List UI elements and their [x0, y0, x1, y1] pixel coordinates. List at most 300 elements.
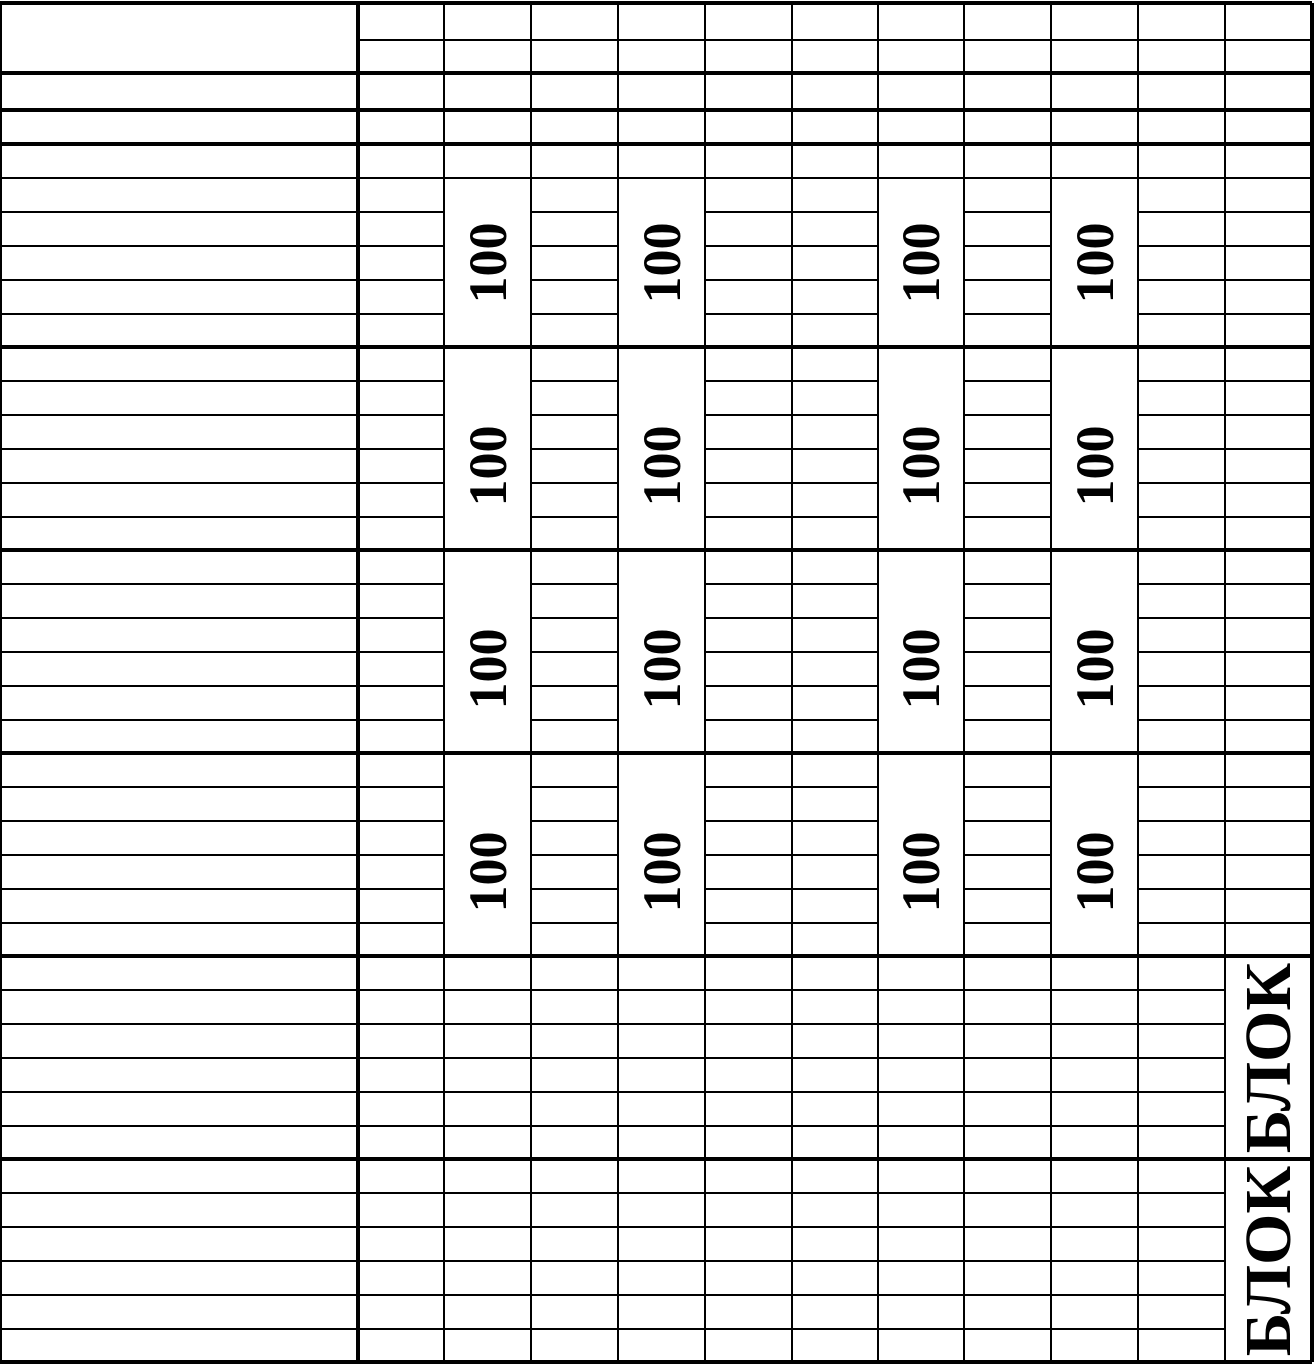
- hasya-value: [1138, 110, 1225, 144]
- value-cell: [964, 889, 1051, 923]
- row-divider: [0, 1023, 1225, 1025]
- column-name: [878, 3, 964, 40]
- column-divider: [1224, 3, 1226, 1362]
- value-cell: [358, 720, 444, 753]
- value-cell: [1225, 821, 1312, 855]
- value-cell: [705, 1227, 792, 1261]
- row-divider: [0, 1294, 1225, 1296]
- value-cell: [705, 787, 792, 821]
- value-cell: [878, 1193, 964, 1227]
- value-cell: [1138, 246, 1225, 280]
- column-number: [1051, 40, 1138, 73]
- value-cell: [1225, 787, 1312, 821]
- value-cell: [1138, 483, 1225, 517]
- value-cell: [531, 855, 618, 889]
- value-cell: [618, 1329, 705, 1362]
- column-name: [964, 3, 1051, 40]
- value-cell: [964, 652, 1051, 686]
- row-divider: [531, 922, 618, 924]
- hasya-value: [1225, 110, 1312, 144]
- row-divider: [964, 211, 1051, 213]
- value-cell: [1225, 618, 1312, 652]
- value-cell: [358, 1193, 444, 1227]
- column-number: [618, 40, 705, 73]
- column-divider: [530, 3, 532, 1362]
- column-divider: [617, 3, 619, 1362]
- value-cell: [1138, 990, 1225, 1024]
- row-divider: [0, 1192, 1225, 1194]
- value-cell: [444, 1295, 531, 1329]
- spec-value: [358, 73, 444, 110]
- value-cell: [705, 720, 792, 753]
- value-cell: [531, 889, 618, 923]
- value-cell: [1225, 889, 1312, 923]
- value-cell: [964, 584, 1051, 618]
- value-cell: [358, 1227, 444, 1261]
- hasya-value: [792, 110, 878, 144]
- value-cell: [1138, 178, 1225, 212]
- row-label: [0, 1329, 358, 1362]
- row-divider: [531, 651, 618, 653]
- row-divider: [0, 380, 444, 382]
- row-divider: [964, 583, 1051, 585]
- row-divider: [964, 854, 1051, 856]
- value-cell: [444, 1058, 531, 1092]
- row-label: [0, 787, 358, 821]
- value-cell: [792, 1126, 878, 1159]
- column-number: [1225, 40, 1312, 73]
- value-cell: [1051, 1058, 1138, 1092]
- value-cell: [878, 990, 964, 1024]
- value-cell: [358, 381, 444, 415]
- value-cell: [964, 1227, 1051, 1261]
- row-divider: [0, 1157, 1312, 1161]
- value-cell: [964, 686, 1051, 720]
- value-cell: [1051, 1261, 1138, 1295]
- spec-value: [618, 73, 705, 110]
- value-cell: [964, 280, 1051, 314]
- value-cell: [1138, 381, 1225, 415]
- value-cell: [705, 449, 792, 483]
- spec-value: [1051, 73, 1138, 110]
- value-cell: [1138, 1227, 1225, 1261]
- row-label: [0, 686, 358, 720]
- value-cell: [964, 990, 1051, 1024]
- value-cell: [705, 990, 792, 1024]
- column-divider: [1050, 3, 1052, 1362]
- section-title: [0, 1159, 358, 1193]
- value-cell: [964, 1261, 1051, 1295]
- value-cell: [358, 1329, 444, 1362]
- row-divider: [0, 954, 1312, 958]
- column-name: [705, 3, 792, 40]
- value-cell: [531, 246, 618, 280]
- row-divider: [0, 617, 444, 619]
- row-divider: [0, 820, 444, 822]
- value-cell: [1138, 923, 1225, 956]
- row-divider: [531, 820, 618, 822]
- value-cell: [792, 517, 878, 550]
- value-cell: [705, 415, 792, 449]
- value-cell: [531, 1024, 618, 1058]
- row-divider: [0, 245, 444, 247]
- row-divider: [531, 245, 618, 247]
- value-cell: [705, 618, 792, 652]
- value-cell: [1138, 855, 1225, 889]
- value-cell: [358, 923, 444, 956]
- value-cell: [964, 178, 1051, 212]
- column-divider: [356, 3, 360, 1362]
- hasya-value: [964, 110, 1051, 144]
- value-cell: [358, 1295, 444, 1329]
- row-label: [0, 652, 358, 686]
- row-divider: [0, 751, 1312, 755]
- row-label: [0, 584, 358, 618]
- value-cell: [531, 686, 618, 720]
- row-divider: [0, 71, 1312, 75]
- value-cell: [1138, 212, 1225, 246]
- value-cell: [792, 720, 878, 753]
- value-cell: [618, 1024, 705, 1058]
- value-cell: [1225, 280, 1312, 314]
- value-cell: [705, 855, 792, 889]
- value-cell: [618, 1193, 705, 1227]
- full-mark: 100: [631, 628, 692, 709]
- full-mark: 100: [457, 831, 518, 912]
- row-divider: [531, 414, 618, 416]
- value-cell: [531, 1329, 618, 1362]
- column-number: [705, 40, 792, 73]
- value-cell: [792, 618, 878, 652]
- value-cell: [964, 1058, 1051, 1092]
- section-title: [0, 956, 358, 990]
- row-label: [0, 821, 358, 855]
- value-cell: [618, 1227, 705, 1261]
- value-cell: [358, 652, 444, 686]
- value-cell: [792, 212, 878, 246]
- value-cell: [964, 314, 1051, 347]
- value-cell: [1138, 1092, 1225, 1126]
- value-cell: [705, 517, 792, 550]
- value-cell: [964, 720, 1051, 753]
- value-cell: [705, 483, 792, 517]
- value-cell: [878, 1092, 964, 1126]
- value-cell: [792, 1058, 878, 1092]
- full-mark: 100: [457, 222, 518, 303]
- value-cell: [964, 212, 1051, 246]
- row-divider: [964, 685, 1051, 687]
- value-cell: [358, 1261, 444, 1295]
- row-divider: [531, 279, 618, 281]
- value-cell: [705, 584, 792, 618]
- row-divider: [531, 617, 618, 619]
- row-label: [0, 720, 358, 753]
- row-divider: [964, 719, 1051, 721]
- row-label: [0, 449, 358, 483]
- value-cell: [705, 1193, 792, 1227]
- value-cell: [1138, 618, 1225, 652]
- value-cell: [964, 618, 1051, 652]
- value-cell: [531, 1261, 618, 1295]
- row-divider: [0, 313, 444, 315]
- value-cell: [531, 1058, 618, 1092]
- value-cell: [1138, 652, 1225, 686]
- value-cell: [1138, 1295, 1225, 1329]
- hasya-value: [531, 110, 618, 144]
- value-cell: [531, 923, 618, 956]
- row-divider: [0, 1091, 1225, 1093]
- hasya-label: [0, 110, 358, 144]
- value-cell: [705, 246, 792, 280]
- value-cell: [878, 1024, 964, 1058]
- value-cell: [618, 1126, 705, 1159]
- row-label: [0, 246, 358, 280]
- value-cell: [618, 1261, 705, 1295]
- column-name: [444, 3, 531, 40]
- row-divider: [531, 313, 618, 315]
- row-label: [0, 990, 358, 1024]
- row-divider: [0, 1328, 1225, 1330]
- value-cell: [1138, 415, 1225, 449]
- value-cell: [1225, 517, 1312, 550]
- row-divider: [0, 583, 444, 585]
- row-divider: [964, 888, 1051, 890]
- row-label: [0, 212, 358, 246]
- value-cell: [358, 855, 444, 889]
- value-cell: [358, 483, 444, 517]
- row-divider: [964, 414, 1051, 416]
- section-title: [0, 753, 358, 787]
- column-name: [618, 3, 705, 40]
- full-mark: 100: [1064, 628, 1125, 709]
- hasya-value: [358, 110, 444, 144]
- value-cell: [444, 1126, 531, 1159]
- value-cell: [531, 1295, 618, 1329]
- row-label: [0, 855, 358, 889]
- value-cell: [792, 178, 878, 212]
- row-label: [0, 618, 358, 652]
- row-label: [0, 517, 358, 550]
- value-cell: [618, 1058, 705, 1092]
- value-cell: [705, 1295, 792, 1329]
- row-divider: [0, 345, 1312, 349]
- row-divider: [0, 719, 444, 721]
- value-cell: [1051, 1227, 1138, 1261]
- value-cell: [878, 1261, 964, 1295]
- column-divider: [0, 3, 2, 1362]
- row-divider: [964, 380, 1051, 382]
- row-divider: [0, 1, 1312, 5]
- value-cell: [358, 246, 444, 280]
- value-cell: [1225, 483, 1312, 517]
- row-divider: [531, 482, 618, 484]
- value-cell: [358, 584, 444, 618]
- value-cell: [1138, 1126, 1225, 1159]
- value-cell: [358, 1058, 444, 1092]
- value-cell: [531, 720, 618, 753]
- value-cell: [705, 280, 792, 314]
- value-cell: [964, 1126, 1051, 1159]
- value-cell: [964, 1092, 1051, 1126]
- value-cell: [792, 990, 878, 1024]
- value-cell: [531, 1193, 618, 1227]
- value-cell: [792, 1193, 878, 1227]
- value-cell: [792, 449, 878, 483]
- value-cell: [531, 787, 618, 821]
- value-cell: [1138, 720, 1225, 753]
- value-cell: [1051, 990, 1138, 1024]
- value-cell: [531, 618, 618, 652]
- column-number: [1138, 40, 1225, 73]
- value-cell: [444, 1227, 531, 1261]
- column-name: [792, 3, 878, 40]
- value-cell: [531, 483, 618, 517]
- row-label: [0, 1193, 358, 1227]
- value-cell: [358, 314, 444, 347]
- spec-value: [1138, 73, 1225, 110]
- row-label: [0, 1126, 358, 1159]
- value-cell: [1138, 1058, 1225, 1092]
- row-label: [0, 1227, 358, 1261]
- value-cell: [792, 246, 878, 280]
- row-divider: [964, 279, 1051, 281]
- value-cell: [1138, 449, 1225, 483]
- value-cell: [1225, 923, 1312, 956]
- value-cell: [792, 821, 878, 855]
- value-cell: [878, 1295, 964, 1329]
- value-cell: [358, 517, 444, 550]
- value-cell: [1051, 1329, 1138, 1362]
- value-cell: [964, 1024, 1051, 1058]
- full-mark: 100: [891, 628, 951, 709]
- value-cell: [964, 517, 1051, 550]
- value-cell: [531, 517, 618, 550]
- spec-value: [1225, 73, 1312, 110]
- row-divider: [964, 516, 1051, 518]
- value-cell: [1051, 1295, 1138, 1329]
- value-cell: [358, 990, 444, 1024]
- value-cell: [792, 1227, 878, 1261]
- date-label: [0, 40, 358, 73]
- full-mark: 100: [631, 222, 692, 303]
- row-label: [0, 178, 358, 212]
- value-cell: [358, 280, 444, 314]
- value-cell: [705, 381, 792, 415]
- row-divider: [531, 448, 618, 450]
- full-mark: 100: [1064, 425, 1125, 506]
- value-cell: [531, 280, 618, 314]
- column-number: [792, 40, 878, 73]
- hasya-value: [444, 110, 531, 144]
- value-cell: [531, 178, 618, 212]
- value-cell: [705, 889, 792, 923]
- row-label: [0, 1261, 358, 1295]
- value-cell: [964, 1329, 1051, 1362]
- column-name: [531, 3, 618, 40]
- row-divider: [0, 989, 1225, 991]
- row-divider: [0, 651, 444, 653]
- full-mark: 100: [1064, 222, 1125, 303]
- value-cell: [358, 787, 444, 821]
- row-divider: [0, 108, 1312, 112]
- value-cell: [705, 1058, 792, 1092]
- value-cell: [531, 1092, 618, 1126]
- value-cell: [1225, 584, 1312, 618]
- value-cell: [358, 178, 444, 212]
- value-cell: [1138, 517, 1225, 550]
- value-cell: [531, 381, 618, 415]
- column-divider: [963, 3, 965, 1362]
- value-cell: [358, 889, 444, 923]
- value-cell: [444, 1261, 531, 1295]
- row-divider: [531, 786, 618, 788]
- value-cell: [358, 821, 444, 855]
- row-divider: [0, 1057, 1225, 1059]
- value-cell: [1138, 584, 1225, 618]
- value-cell: [792, 1092, 878, 1126]
- row-divider: [964, 922, 1051, 924]
- row-divider: [964, 245, 1051, 247]
- row-label: [0, 1295, 358, 1329]
- row-divider: [531, 854, 618, 856]
- full-mark: 100: [457, 425, 518, 506]
- row-label: [0, 1024, 358, 1058]
- value-cell: [358, 1024, 444, 1058]
- hasya-value: [705, 110, 792, 144]
- value-cell: [1138, 1193, 1225, 1227]
- hasya-value: [618, 110, 705, 144]
- row-divider: [0, 786, 444, 788]
- value-cell: [1225, 381, 1312, 415]
- row-divider: [0, 922, 444, 924]
- value-cell: [1138, 280, 1225, 314]
- value-cell: [705, 212, 792, 246]
- column-number: [531, 40, 618, 73]
- value-cell: [964, 483, 1051, 517]
- column-divider: [443, 3, 445, 1362]
- value-cell: [358, 449, 444, 483]
- value-cell: [878, 1058, 964, 1092]
- spec-value: [964, 73, 1051, 110]
- row-divider: [0, 854, 444, 856]
- header-divider: [358, 39, 1312, 41]
- row-divider: [0, 516, 444, 518]
- value-cell: [964, 246, 1051, 280]
- value-cell: [358, 686, 444, 720]
- column-name: [1051, 3, 1138, 40]
- value-cell: [1138, 686, 1225, 720]
- value-cell: [358, 1126, 444, 1159]
- value-cell: [618, 1295, 705, 1329]
- value-cell: [878, 1227, 964, 1261]
- block-mark: БЛОК: [1231, 962, 1305, 1153]
- value-cell: [792, 1295, 878, 1329]
- value-cell: [358, 618, 444, 652]
- value-cell: [1051, 1092, 1138, 1126]
- spec-value: [444, 73, 531, 110]
- value-cell: [531, 990, 618, 1024]
- value-cell: [705, 1329, 792, 1362]
- spec-value: [705, 73, 792, 110]
- value-cell: [792, 855, 878, 889]
- value-cell: [792, 652, 878, 686]
- row-divider: [0, 279, 444, 281]
- value-cell: [1138, 787, 1225, 821]
- hasya-value: [878, 110, 964, 144]
- value-cell: [358, 415, 444, 449]
- row-label: [0, 381, 358, 415]
- row-divider: [0, 482, 444, 484]
